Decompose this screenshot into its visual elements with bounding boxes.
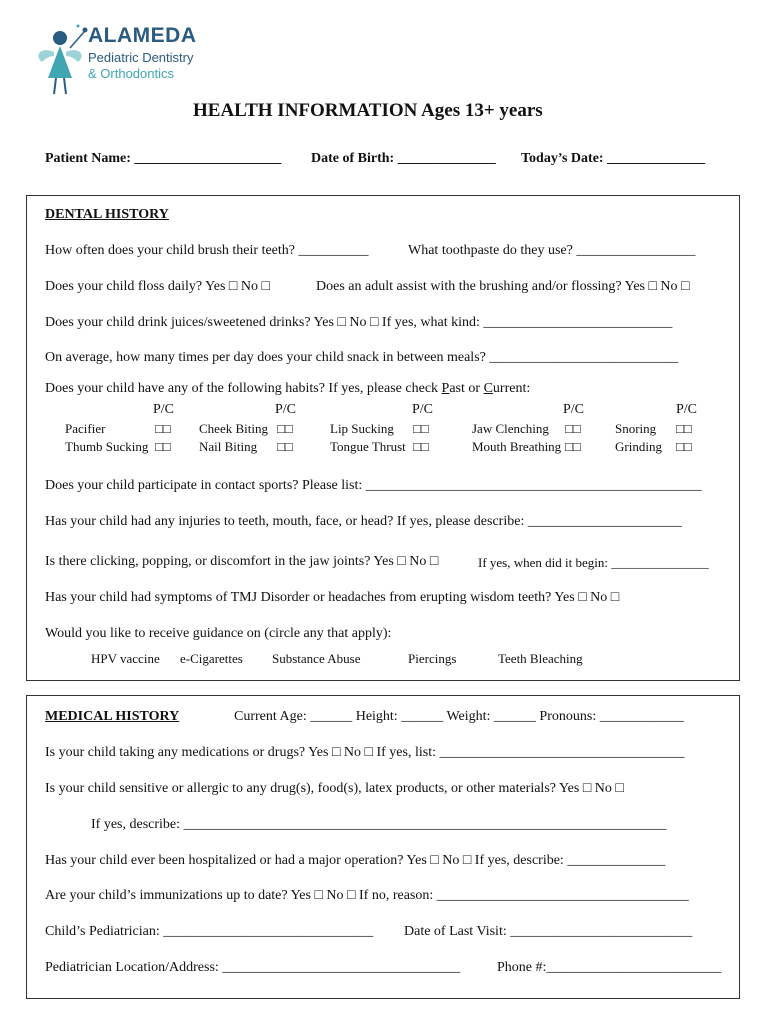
snack-frequency-question[interactable]: On average, how many times per day does your child snack in between meals? ___________________________ [45, 350, 679, 365]
injuries-question[interactable]: Has your child had any injuries to teeth, mouth, face, or head? If yes, please describe: ______________________ [45, 514, 682, 529]
habit-jaw-clenching-checkboxes[interactable]: □□ [565, 421, 581, 436]
habit-pacifier-checkboxes[interactable]: □□ [155, 421, 171, 436]
habit-lip-sucking-checkboxes[interactable]: □□ [413, 421, 429, 436]
allergies-question[interactable]: Is your child sensitive or allergic to any drug(s), food(s), latex products, or other materials? Yes □ No □ [45, 781, 624, 796]
habits-question-post: urrent: [492, 381, 531, 396]
habits-question-mid: ast or [449, 381, 484, 396]
pc-header: P/C [412, 402, 434, 417]
habit-mouth-breathing-label: Mouth Breathing [472, 439, 562, 454]
guidance-option-piercings[interactable]: Piercings [408, 651, 457, 666]
habit-snoring-label: Snoring [615, 421, 657, 436]
jaw-clicking-question[interactable]: Is there clicking, popping, or discomfort in the jaw joints? Yes □ No □ [45, 554, 439, 569]
guidance-question: Would you like to receive guidance on (circle any that apply): [45, 626, 392, 641]
habits-current-letter: C [483, 381, 493, 396]
date-of-birth-field[interactable]: Date of Birth: ______________ [311, 151, 496, 166]
logo-line-1: ALAMEDA [88, 24, 197, 47]
adult-assist-question[interactable]: Does an adult assist with the brushing and/or flossing? Yes □ No □ [316, 279, 690, 294]
form-title: HEALTH INFORMATION Ages 13+ years [193, 100, 543, 121]
todays-date-field[interactable]: Today’s Date: ______________ [521, 151, 706, 166]
allergies-describe-field[interactable]: If yes, describe: _____________________________________________________________________ [91, 817, 667, 832]
fairy-logo-icon [30, 22, 90, 100]
logo-line-3: & Orthodontics [88, 66, 174, 81]
habit-snoring-checkboxes[interactable]: □□ [676, 421, 692, 436]
habits-past-letter: P [441, 381, 450, 396]
pc-header: P/C [563, 402, 585, 417]
tmj-symptoms-question[interactable]: Has your child had symptoms of TMJ Disorder or headaches from erupting wisdom teeth? Yes □ No □ [45, 590, 620, 605]
hospitalized-question[interactable]: Has your child ever been hospitalized or had a major operation? Yes □ No □ If yes, describe: ______________ [45, 853, 666, 868]
habit-cheek-biting-checkboxes[interactable]: □□ [277, 421, 293, 436]
habit-lip-sucking-label: Lip Sucking [330, 421, 394, 436]
pc-header: P/C [275, 402, 297, 417]
habit-grinding-label: Grinding [615, 439, 662, 454]
habit-jaw-clenching-label: Jaw Clenching [472, 421, 549, 436]
habit-mouth-breathing-checkboxes[interactable]: □□ [565, 439, 581, 454]
habit-grinding-checkboxes[interactable]: □□ [676, 439, 692, 454]
medical-history-title: MEDICAL HISTORY [45, 709, 180, 724]
habit-thumb-sucking-label: Thumb Sucking [65, 439, 149, 454]
habit-thumb-sucking-checkboxes[interactable]: □□ [155, 439, 171, 454]
age-height-weight-pronouns-fields[interactable]: Current Age: ______ Height: ______ Weight: ______ Pronouns: ____________ [234, 709, 684, 724]
habit-nail-biting-checkboxes[interactable]: □□ [277, 439, 293, 454]
medical-history-section [26, 695, 740, 999]
habit-pacifier-label: Pacifier [65, 421, 106, 436]
contact-sports-question[interactable]: Does your child participate in contact sports? Please list: ________________________________________________ [45, 478, 702, 493]
guidance-option-e-cigarettes[interactable]: e-Cigarettes [180, 651, 243, 666]
phone-field[interactable]: Phone #:_________________________ [497, 960, 722, 975]
habit-tongue-thrust-label: Tongue Thrust [330, 439, 406, 454]
pediatrician-address-field[interactable]: Pediatrician Location/Address: __________________________________ [45, 960, 461, 975]
pc-header: P/C [676, 402, 698, 417]
guidance-option-teeth-bleaching[interactable]: Teeth Bleaching [498, 651, 583, 666]
guidance-option-hpv-vaccine[interactable]: HPV vaccine [91, 651, 160, 666]
habit-tongue-thrust-checkboxes[interactable]: □□ [413, 439, 429, 454]
brush-frequency-question[interactable]: How often does your child brush their teeth? __________ [45, 243, 369, 258]
habits-question [45, 381, 530, 397]
guidance-option-substance-abuse[interactable]: Substance Abuse [272, 651, 361, 666]
pediatrician-field[interactable]: Child’s Pediatrician: ______________________________ [45, 924, 374, 939]
dental-history-section [26, 195, 740, 681]
logo-line-2: Pediatric Dentistry [88, 50, 194, 65]
habit-cheek-biting-label: Cheek Biting [199, 421, 268, 436]
floss-daily-question[interactable]: Does your child floss daily? Yes □ No □ [45, 279, 270, 294]
immunizations-question[interactable]: Are your child’s immunizations up to date? Yes □ No □ If no, reason: ____________________________________ [45, 888, 689, 903]
pc-header: P/C [153, 402, 175, 417]
toothpaste-question[interactable]: What toothpaste do they use? _________________ [408, 243, 696, 258]
habit-nail-biting-label: Nail Biting [199, 439, 258, 454]
habits-question-pre: Does your child have any of the following habits? If yes, please check [45, 381, 442, 396]
dental-history-title: DENTAL HISTORY [45, 207, 169, 222]
practice-logo [30, 22, 210, 102]
patient-name-field[interactable]: Patient Name: _____________________ [45, 151, 282, 166]
juice-drinks-question[interactable]: Does your child drink juices/sweetened drinks? Yes □ No □ If yes, what kind: ___________________________ [45, 315, 673, 330]
last-visit-date-field[interactable]: Date of Last Visit: __________________________ [404, 924, 693, 939]
jaw-clicking-begin-field[interactable]: If yes, when did it begin: _______________ [478, 555, 709, 570]
medications-question[interactable]: Is your child taking any medications or drugs? Yes □ No □ If yes, list: ___________________________________ [45, 745, 685, 760]
